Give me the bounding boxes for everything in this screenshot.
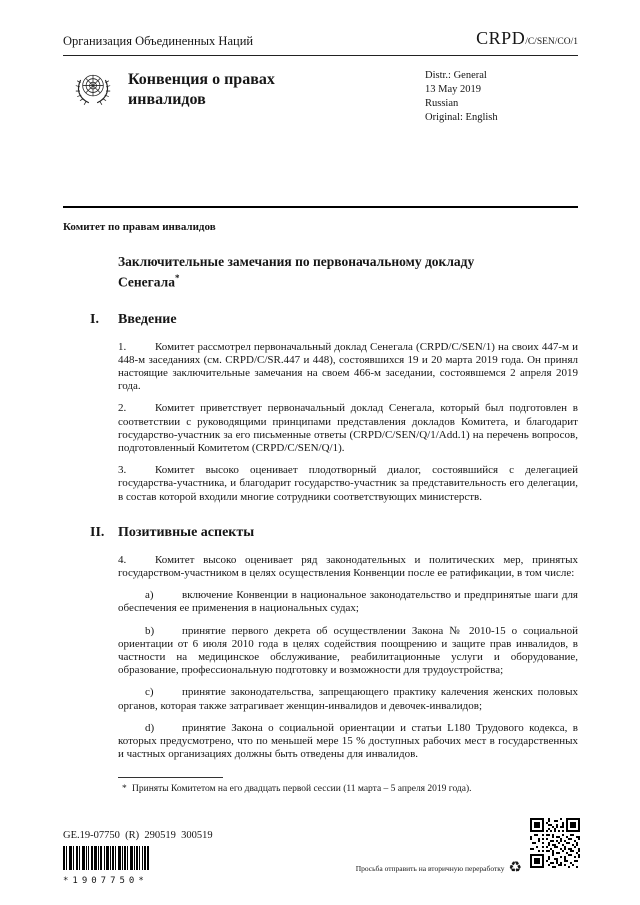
page-title bbox=[118, 253, 498, 291]
date-line: 13 May 2019 bbox=[425, 84, 481, 95]
footnote-marker: * bbox=[122, 784, 127, 795]
un-emblem-icon bbox=[63, 67, 128, 116]
doc-symbol bbox=[476, 28, 578, 49]
org-name: Организация Объединенных Наций bbox=[63, 34, 254, 48]
subparagraph-letter: d) bbox=[145, 721, 155, 734]
section-number: I. bbox=[90, 311, 99, 327]
paragraph-text: Комитет рассмотрел первоначальный доклад Сенегала (CRPD/C/SEN/1) на своих 447-м и 448-м заседаниях (см. CRPD/C/SR.447 и 448), состоявшихся 19 и 20 марта 2019 года. Он принял настоящие заключительные замечания на своем 466-м заседании, состоявшемся 2 апреля 2019 года. bbox=[118, 340, 578, 393]
original-language-line: Original: English bbox=[425, 112, 498, 123]
section-title: Позитивные аспекты bbox=[118, 524, 255, 540]
subparagraph-letter: c) bbox=[145, 686, 154, 699]
barcode bbox=[63, 846, 149, 886]
paragraph-text: Комитет приветствует первоначальный доклад Сенегала, который был подготовлен в соответствии с руководящими принципами представления докладов Комитета, и благодарит государство-участник за его письменные ответы (CRPD/C/SEN/Q/1/Add.1) на перечень вопросов, подготовленный Комитетом (CRPD/C/SEN/Q/1). bbox=[118, 402, 578, 454]
doc-symbol-main: CRPD bbox=[476, 28, 526, 48]
masthead bbox=[63, 56, 578, 208]
subparagraph bbox=[118, 589, 578, 615]
subparagraph bbox=[118, 625, 578, 678]
recycle-note bbox=[356, 861, 522, 876]
footnote-text: Приняты Комитетом на его двадцать первой сессии (11 марта – 5 апреля 2019 года). bbox=[132, 784, 472, 795]
committee-heading: Комитет по правам инвалидов bbox=[63, 221, 216, 233]
paragraph-text: Комитет высоко оценивает ряд законодательных и политических мер, принятых государством-участником в целях осуществления Конвенции после ее ратификации, в том числе: bbox=[118, 553, 578, 579]
doc-symbol-sub: /C/SEN/CO/1 bbox=[525, 37, 578, 47]
subparagraph-text: включение Конвенции в национальное законодательство и предпринятые шаги для обеспечения ее применения в национальных судах; bbox=[118, 589, 578, 615]
distribution-block bbox=[425, 67, 578, 125]
distr-line: Distr.: General bbox=[425, 70, 487, 81]
paragraph bbox=[118, 341, 578, 394]
convention-title: Конвенция о правах инвалидов bbox=[128, 71, 275, 108]
paragraph-number: 4. bbox=[118, 553, 127, 566]
paragraph-text: Комитет высоко оценивает плодотворный диалог, состоявшийся с делегацией государства-участника, и благодарит государство-участник за представительность его делегации, в состав которой входили многие сотрудники соответствующих министерств. bbox=[118, 464, 578, 503]
subparagraph-text: принятие законодательства, запрещающего практику калечения женских половых органов, которая также затрагивает женщин-инвалидов и девочек-инвалидов; bbox=[118, 686, 578, 712]
paragraph bbox=[118, 464, 578, 504]
page-title-text: Заключительные замечания по первоначальному докладу Сенегала bbox=[118, 254, 475, 290]
section-1-heading bbox=[63, 312, 578, 328]
section-2-heading bbox=[63, 525, 578, 541]
title-footnote-marker: * bbox=[175, 273, 180, 283]
subparagraph bbox=[118, 686, 578, 712]
language-line: Russian bbox=[425, 98, 459, 109]
section-title: Введение bbox=[118, 311, 177, 327]
recycle-icon: ♻ bbox=[508, 860, 522, 876]
section-number: II. bbox=[90, 524, 105, 540]
paragraph bbox=[118, 402, 578, 455]
subparagraph-text: принятие первого декрета об осуществлении Закона № 2010-15 о социальной ориентации от 6 июля 2010 года в целях содействия поощрению и защите прав инвалидов, в частности на медицинское обслуживание, реабилитационные услуги и оборудование, образование, профессиональную подготовку и возможности для трудоустройства; bbox=[118, 624, 578, 677]
recycle-text: Просьба отправить на вторичную переработку bbox=[355, 864, 505, 873]
footnote-separator bbox=[118, 777, 223, 778]
subparagraph bbox=[118, 722, 578, 762]
footnote bbox=[118, 783, 578, 795]
paragraph-number: 1. bbox=[118, 340, 127, 353]
subparagraph-letter: b) bbox=[145, 624, 155, 637]
ge-document-number: GE.19-07750 (R) 290519 300519 bbox=[63, 830, 213, 841]
barcode-text: *1907750* bbox=[63, 876, 148, 886]
footnote-area bbox=[118, 777, 578, 795]
paragraph-number: 3. bbox=[118, 464, 127, 477]
paragraph bbox=[118, 554, 578, 580]
qr-code bbox=[530, 818, 580, 868]
header-bar bbox=[63, 28, 578, 56]
subparagraph-text: принятие Закона о социальной ориентации и статьи L180 Трудового кодекса, в которых предусмотрено, что по меньшей мере 15 % доступных рабочих мест в государственных и частных организациях должны быть отведены для инвалидов. bbox=[118, 721, 578, 761]
paragraph-number: 2. bbox=[118, 402, 127, 415]
subparagraph-letter: a) bbox=[145, 589, 154, 602]
